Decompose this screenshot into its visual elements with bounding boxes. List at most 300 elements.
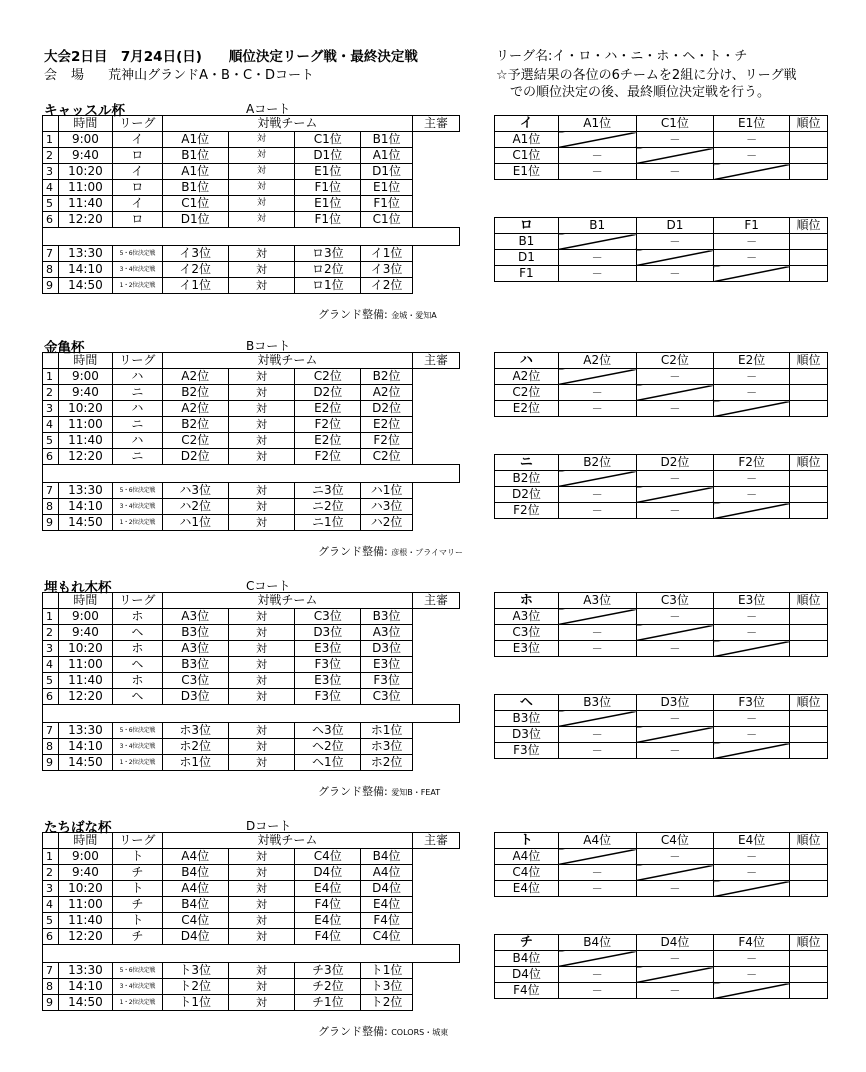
court-name: Cコート [246, 579, 291, 593]
match-league: チ [112, 897, 162, 913]
team-2: ヘ1位 [295, 755, 361, 771]
match-time: 11:40 [58, 196, 112, 212]
league-row-label: A2位 [495, 369, 559, 385]
league-name: ト [495, 833, 559, 849]
match-row [43, 246, 460, 262]
match-time: 14:50 [58, 278, 112, 294]
league-diagonal-cell [558, 234, 636, 250]
vs-label: 対 [228, 246, 295, 262]
league-result-cell: － [636, 983, 714, 999]
vs-label: 対 [228, 929, 295, 945]
match-referee: B1位 [361, 132, 413, 148]
league-row-label: F1 [495, 266, 559, 282]
team-1: ハ3位 [162, 483, 228, 499]
match-no: 6 [43, 929, 59, 945]
cup-block [0, 816, 866, 1046]
team-2: チ3位 [295, 963, 361, 979]
match-league: 3・4位決定戦 [112, 262, 162, 278]
league-row [495, 250, 828, 266]
match-row [43, 401, 460, 417]
league-row [495, 132, 828, 148]
league-row [495, 967, 828, 983]
league-diagonal-cell [714, 164, 790, 180]
match-row [43, 881, 460, 897]
match-referee: B3位 [361, 609, 413, 625]
match-league: イ [112, 132, 162, 148]
league-result-cell: － [558, 385, 636, 401]
league-rank-cell [790, 471, 828, 487]
header-league: リーグ [112, 353, 162, 369]
league-name: ハ [495, 353, 559, 369]
team-2: ロ3位 [295, 246, 361, 262]
league-row-label: F2位 [495, 503, 559, 519]
match-row [43, 499, 460, 515]
gap-row [43, 945, 460, 963]
match-league: ト [112, 849, 162, 865]
team-2: ロ2位 [295, 262, 361, 278]
match-league: ヘ [112, 657, 162, 673]
team-1: A3位 [162, 641, 228, 657]
match-row [43, 132, 460, 148]
match-time: 9:40 [58, 865, 112, 881]
team-2: E3位 [295, 673, 361, 689]
match-time: 11:00 [58, 897, 112, 913]
league-row-label: D2位 [495, 487, 559, 503]
team-2: C4位 [295, 849, 361, 865]
match-referee: イ1位 [361, 246, 413, 262]
league-row [495, 711, 828, 727]
court-name: Bコート [246, 339, 291, 353]
league-result-cell: － [636, 503, 714, 519]
vs-label: 対 [228, 913, 295, 929]
header-no [43, 593, 59, 609]
match-league: イ [112, 164, 162, 180]
league-header-row [495, 695, 828, 711]
match-referee: C1位 [361, 212, 413, 228]
match-league: 1・2位決定戦 [112, 515, 162, 531]
league-row [495, 503, 828, 519]
league-result-cell: － [558, 266, 636, 282]
team-1: C2位 [162, 433, 228, 449]
match-row [43, 483, 460, 499]
league-rank-header: 順位 [790, 116, 828, 132]
match-time: 9:40 [58, 385, 112, 401]
league-result-cell: － [636, 881, 714, 897]
team-2: C2位 [295, 369, 361, 385]
vs-label: 対 [228, 849, 295, 865]
league-diagonal-cell [714, 881, 790, 897]
match-league: ニ [112, 385, 162, 401]
header-time: 時間 [58, 353, 112, 369]
match-league: ト [112, 881, 162, 897]
league-rank-cell [790, 401, 828, 417]
league-result-cell: － [714, 148, 790, 164]
ground-label: グランド整備: [318, 785, 388, 798]
gap-cell [43, 228, 460, 246]
header-match: 対戦チーム [162, 593, 412, 609]
vs-label: 対 [228, 609, 295, 625]
match-no: 9 [43, 515, 59, 531]
league-row-label: A3位 [495, 609, 559, 625]
team-2: F3位 [295, 657, 361, 673]
match-time: 13:30 [58, 723, 112, 739]
league-result-cell: － [714, 234, 790, 250]
header-time: 時間 [58, 593, 112, 609]
league-diagonal-cell [558, 471, 636, 487]
schedule-table [42, 115, 460, 294]
match-time: 13:30 [58, 483, 112, 499]
league-result-cell: － [558, 250, 636, 266]
match-referee: A1位 [361, 148, 413, 164]
match-row [43, 689, 460, 705]
match-referee: F2位 [361, 433, 413, 449]
league-row [495, 983, 828, 999]
match-no: 2 [43, 625, 59, 641]
league-row [495, 164, 828, 180]
team-1: A4位 [162, 849, 228, 865]
league-name: イ [495, 116, 559, 132]
vs-label: 対 [228, 897, 295, 913]
team-2: D3位 [295, 625, 361, 641]
league-rank-cell [790, 609, 828, 625]
team-2: E3位 [295, 641, 361, 657]
match-referee: E4位 [361, 897, 413, 913]
league-diagonal-cell [558, 951, 636, 967]
league-header-row [495, 218, 828, 234]
league-col-header: A2位 [558, 353, 636, 369]
league-diagonal-cell [714, 743, 790, 759]
league-rank-header: 順位 [790, 218, 828, 234]
vs-label: 対 [228, 755, 295, 771]
match-league: ホ [112, 609, 162, 625]
match-no: 8 [43, 262, 59, 278]
league-result-cell: － [636, 849, 714, 865]
match-row [43, 164, 460, 180]
league-row-label: D1 [495, 250, 559, 266]
league-rank-cell [790, 250, 828, 266]
team-1: イ1位 [162, 278, 228, 294]
match-row [43, 849, 460, 865]
schedule-table [42, 352, 460, 531]
match-referee: E1位 [361, 180, 413, 196]
league-result-cell: － [558, 503, 636, 519]
league-result-cell: － [636, 641, 714, 657]
team-2: E2位 [295, 433, 361, 449]
league-col-header: D3位 [636, 695, 714, 711]
league-rank-cell [790, 641, 828, 657]
league-result-cell: － [558, 865, 636, 881]
league-diagonal-cell [636, 250, 714, 266]
league-row-label: B4位 [495, 951, 559, 967]
vs-label: 対 [228, 369, 295, 385]
league-result-cell: － [714, 967, 790, 983]
match-referee: B4位 [361, 849, 413, 865]
match-time: 12:20 [58, 212, 112, 228]
league-diagonal-cell [714, 401, 790, 417]
venue-label: 会場 [44, 68, 99, 83]
match-no: 5 [43, 673, 59, 689]
match-row [43, 963, 460, 979]
match-row [43, 929, 460, 945]
league-rank-header: 順位 [790, 593, 828, 609]
team-1: B1位 [162, 148, 228, 164]
league-diagonal-cell [558, 369, 636, 385]
team-2: F3位 [295, 689, 361, 705]
cup-name: たちばな杯 [44, 820, 112, 836]
gap-row [43, 705, 460, 723]
match-league: 1・2位決定戦 [112, 995, 162, 1011]
league-result-cell: － [714, 625, 790, 641]
league-row [495, 865, 828, 881]
team-1: B3位 [162, 657, 228, 673]
league-diagonal-cell [636, 727, 714, 743]
vs-label: 対 [228, 212, 295, 228]
league-col-header: F3位 [714, 695, 790, 711]
match-row [43, 148, 460, 164]
match-no: 9 [43, 755, 59, 771]
league-rank-cell [790, 711, 828, 727]
league-diagonal-cell [636, 865, 714, 881]
league-result-cell: － [558, 727, 636, 743]
vs-label: 対 [228, 979, 295, 995]
team-1: イ3位 [162, 246, 228, 262]
league-result-cell: － [558, 401, 636, 417]
league-col-header: A3位 [558, 593, 636, 609]
league-name: ニ [495, 455, 559, 471]
league-rank-cell [790, 743, 828, 759]
gap-row [43, 465, 460, 483]
match-league: イ [112, 196, 162, 212]
ground-teams: 愛知B・FEAT [391, 788, 441, 797]
league-rank-cell [790, 132, 828, 148]
match-league: ハ [112, 401, 162, 417]
team-1: A4位 [162, 881, 228, 897]
match-time: 11:00 [58, 417, 112, 433]
match-row [43, 625, 460, 641]
match-referee: E2位 [361, 417, 413, 433]
league-col-header: C2位 [636, 353, 714, 369]
cup-block [0, 99, 866, 329]
league-diagonal-cell [558, 609, 636, 625]
match-referee: B2位 [361, 369, 413, 385]
match-no: 5 [43, 913, 59, 929]
team-1: C1位 [162, 196, 228, 212]
header-no [43, 833, 59, 849]
match-no: 8 [43, 499, 59, 515]
team-1: A2位 [162, 369, 228, 385]
venue-text: 荒神山グランドA・B・C・Dコート [108, 68, 315, 83]
team-1: ト2位 [162, 979, 228, 995]
league-result-cell: － [558, 743, 636, 759]
league-row [495, 727, 828, 743]
header-time: 時間 [58, 833, 112, 849]
league-result-cell: － [636, 471, 714, 487]
league-row [495, 369, 828, 385]
league-row [495, 234, 828, 250]
league-result-cell: － [558, 148, 636, 164]
vs-label: 対 [228, 641, 295, 657]
schedule-header-row [43, 353, 460, 369]
team-1: A3位 [162, 609, 228, 625]
league-col-header: E3位 [714, 593, 790, 609]
match-league: ハ [112, 369, 162, 385]
match-league: 5・6位決定戦 [112, 246, 162, 262]
team-1: イ2位 [162, 262, 228, 278]
match-row [43, 449, 460, 465]
match-time: 11:40 [58, 913, 112, 929]
vs-label: 対 [228, 625, 295, 641]
match-row [43, 673, 460, 689]
league-row-label: B3位 [495, 711, 559, 727]
team-1: ホ3位 [162, 723, 228, 739]
match-referee: C3位 [361, 689, 413, 705]
match-referee: A4位 [361, 865, 413, 881]
team-1: A1位 [162, 164, 228, 180]
match-referee: ト3位 [361, 979, 413, 995]
match-row [43, 641, 460, 657]
match-no: 3 [43, 881, 59, 897]
match-time: 11:40 [58, 673, 112, 689]
match-league: ロ [112, 148, 162, 164]
league-result-cell: － [636, 711, 714, 727]
match-time: 12:20 [58, 689, 112, 705]
match-row [43, 739, 460, 755]
match-row [43, 433, 460, 449]
team-2: E2位 [295, 401, 361, 417]
match-referee: D2位 [361, 401, 413, 417]
match-no: 9 [43, 278, 59, 294]
match-time: 11:00 [58, 180, 112, 196]
gap-row [43, 228, 460, 246]
league-rank-cell [790, 148, 828, 164]
team-1: C3位 [162, 673, 228, 689]
match-no: 5 [43, 433, 59, 449]
match-league: ホ [112, 673, 162, 689]
header-no [43, 353, 59, 369]
match-referee: ト2位 [361, 995, 413, 1011]
match-no: 8 [43, 979, 59, 995]
league-row-label: C2位 [495, 385, 559, 401]
header-time: 時間 [58, 116, 112, 132]
team-1: ト3位 [162, 963, 228, 979]
team-1: ホ1位 [162, 755, 228, 771]
team-1: B4位 [162, 865, 228, 881]
league-row-label: F4位 [495, 983, 559, 999]
league-row [495, 487, 828, 503]
league-result-cell: － [636, 369, 714, 385]
league-row-label: B1 [495, 234, 559, 250]
league-diagonal-cell [558, 711, 636, 727]
match-league: ロ [112, 180, 162, 196]
league-rank-header: 順位 [790, 695, 828, 711]
team-2: ニ3位 [295, 483, 361, 499]
league-header-row [495, 353, 828, 369]
league-row [495, 743, 828, 759]
league-row [495, 148, 828, 164]
match-league: ハ [112, 433, 162, 449]
match-row [43, 515, 460, 531]
header-match: 対戦チーム [162, 353, 412, 369]
league-col-header: E2位 [714, 353, 790, 369]
gap-cell [43, 945, 460, 963]
match-no: 4 [43, 417, 59, 433]
match-no: 7 [43, 483, 59, 499]
team-2: ロ1位 [295, 278, 361, 294]
ground-teams: 金城・愛知A [391, 311, 437, 320]
match-no: 5 [43, 196, 59, 212]
league-rank-cell [790, 385, 828, 401]
league-col-header: B2位 [558, 455, 636, 471]
vs-label: 対 [228, 499, 295, 515]
vs-label: 対 [228, 180, 295, 196]
league-diagonal-cell [636, 967, 714, 983]
header-no [43, 116, 59, 132]
match-no: 1 [43, 132, 59, 148]
vs-label: 対 [228, 689, 295, 705]
match-time: 9:00 [58, 609, 112, 625]
league-result-cell: － [636, 609, 714, 625]
league-rank-cell [790, 164, 828, 180]
match-time: 13:30 [58, 963, 112, 979]
page-title: 大会2日目 7月24日(日) 順位決定リーグ戦・最終決定戦 [44, 49, 418, 65]
match-row [43, 897, 460, 913]
match-row [43, 212, 460, 228]
match-referee: ハ1位 [361, 483, 413, 499]
league-table [494, 115, 828, 180]
league-diagonal-cell [636, 148, 714, 164]
team-1: B1位 [162, 180, 228, 196]
team-1: B2位 [162, 417, 228, 433]
team-2: E1位 [295, 196, 361, 212]
league-rank-cell [790, 951, 828, 967]
league-result-cell: － [558, 625, 636, 641]
team-1: A2位 [162, 401, 228, 417]
vs-label: 対 [228, 739, 295, 755]
match-league: 1・2位決定戦 [112, 278, 162, 294]
match-league: ロ [112, 212, 162, 228]
league-row-label: A1位 [495, 132, 559, 148]
league-col-header: B1 [558, 218, 636, 234]
league-table [494, 694, 828, 759]
league-result-cell: － [714, 865, 790, 881]
league-name: ホ [495, 593, 559, 609]
league-col-header: F4位 [714, 935, 790, 951]
match-no: 6 [43, 449, 59, 465]
league-col-header: F2位 [714, 455, 790, 471]
court-name: Dコート [246, 819, 292, 833]
cup-block [0, 336, 866, 566]
ground-maintenance [318, 543, 463, 559]
match-row [43, 417, 460, 433]
match-league: 3・4位決定戦 [112, 739, 162, 755]
team-2: F4位 [295, 897, 361, 913]
vs-label: 対 [228, 657, 295, 673]
match-referee: D3位 [361, 641, 413, 657]
league-row [495, 881, 828, 897]
league-row-label: E3位 [495, 641, 559, 657]
match-league: ヘ [112, 689, 162, 705]
team-2: チ2位 [295, 979, 361, 995]
team-2: D1位 [295, 148, 361, 164]
team-2: ニ1位 [295, 515, 361, 531]
match-time: 14:50 [58, 755, 112, 771]
venue-line [44, 64, 314, 83]
league-result-cell: － [714, 132, 790, 148]
league-rank-cell [790, 625, 828, 641]
header-match: 対戦チーム [162, 116, 412, 132]
match-time: 9:00 [58, 369, 112, 385]
match-time: 12:20 [58, 929, 112, 945]
